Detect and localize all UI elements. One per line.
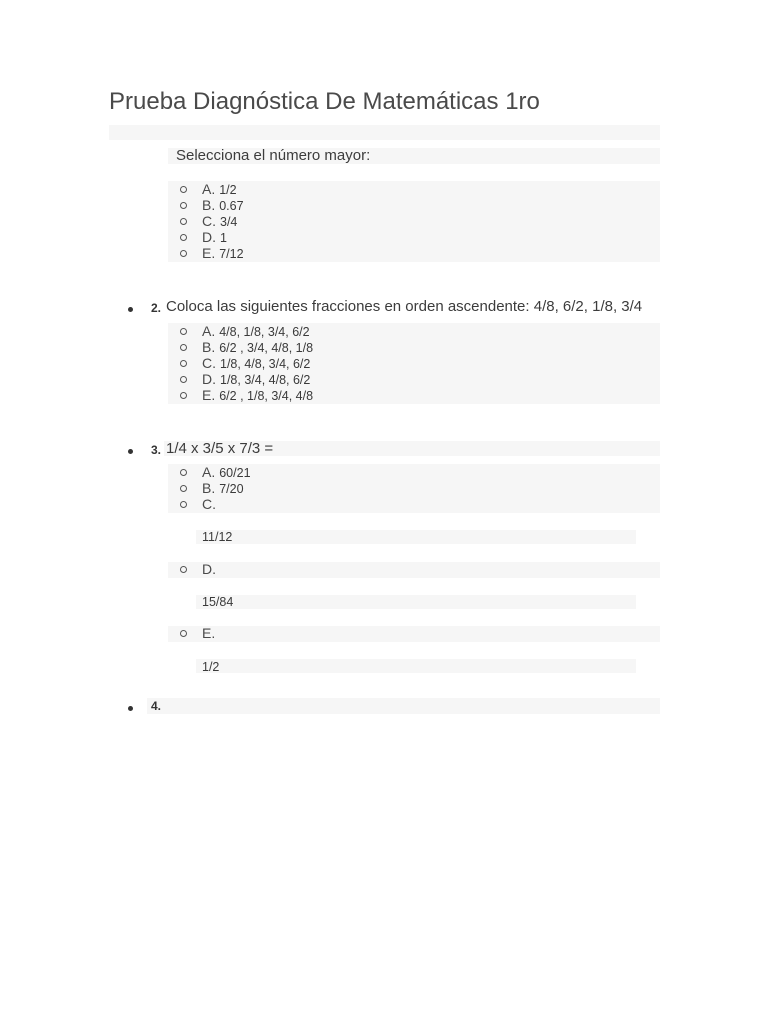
q3-text: 1/4 x 3/5 x 7/3 =: [166, 440, 274, 457]
q4-number: 4.: [151, 699, 162, 713]
option-circle-icon: [180, 485, 187, 492]
q1-text: Selecciona el número mayor:: [176, 147, 371, 164]
q2-bullet-icon: [128, 307, 133, 312]
q2-number: 2.: [151, 301, 162, 315]
option-value: 60/21: [219, 466, 251, 480]
option-letter: C.: [202, 355, 216, 371]
title-underline-band: [109, 125, 660, 140]
option-circle-icon: [180, 566, 187, 573]
q2-text: Coloca las siguientes fracciones en orden ascendente: 4/8, 6/2, 1/8, 3/4: [166, 298, 643, 315]
option-letter: E.: [202, 387, 216, 403]
option-value: 4/8, 1/8, 3/4, 6/2: [219, 325, 310, 339]
option-letter: A.: [202, 181, 216, 197]
option-letter: E.: [202, 245, 216, 261]
option-value: 1/8, 4/8, 3/4, 6/2: [220, 357, 311, 371]
option-value: 1: [220, 231, 227, 245]
option-letter: C.: [202, 496, 216, 512]
option-value: 1/2: [219, 183, 237, 197]
page-title: Prueba Diagnóstica De Matemáticas 1ro: [109, 88, 540, 115]
option-value: 6/2 , 1/8, 3/4, 4/8: [219, 389, 314, 403]
option-circle-icon: [180, 202, 187, 209]
q4-band: [147, 698, 660, 714]
q3-bullet-icon: [128, 449, 133, 454]
option-letter: A.: [202, 464, 216, 480]
option-letter: B.: [202, 197, 216, 213]
q3-option-e-band: [168, 626, 660, 642]
option-value: 3/4: [220, 215, 238, 229]
q3-option-d-answer-band: [196, 595, 636, 609]
option-letter: A.: [202, 323, 216, 339]
option-circle-icon: [180, 392, 187, 399]
option-letter: B.: [202, 480, 216, 496]
option-circle-icon: [180, 328, 187, 335]
option-value: 6/2 , 3/4, 4/8, 1/8: [219, 341, 314, 355]
q3-option-e-answer-band: [196, 659, 636, 673]
option-circle-icon: [180, 469, 187, 476]
option-circle-icon: [180, 376, 187, 383]
q3-option-d-value: 15/84: [202, 595, 234, 609]
q3-number: 3.: [151, 443, 162, 457]
option-letter: E.: [202, 625, 216, 641]
option-circle-icon: [180, 630, 187, 637]
option-value: 7/20: [219, 482, 244, 496]
option-circle-icon: [180, 186, 187, 193]
q4-bullet-icon: [128, 706, 133, 711]
option-circle-icon: [180, 360, 187, 367]
option-circle-icon: [180, 234, 187, 241]
option-letter: D.: [202, 561, 216, 577]
q3-option-c-value: 11/12: [202, 530, 233, 544]
q3-option-c-answer-band: [196, 530, 636, 544]
option-circle-icon: [180, 501, 187, 508]
option-letter: B.: [202, 339, 216, 355]
option-value: 0.67: [219, 199, 244, 213]
option-circle-icon: [180, 250, 187, 257]
option-letter: D.: [202, 371, 216, 387]
option-circle-icon: [180, 218, 187, 225]
option-value: 1/8, 3/4, 4/8, 6/2: [220, 373, 311, 387]
option-letter: C.: [202, 213, 216, 229]
option-circle-icon: [180, 344, 187, 351]
q3-option-e-value: 1/2: [202, 660, 220, 674]
option-letter: D.: [202, 229, 216, 245]
q3-option-d-band: [168, 562, 660, 578]
option-value: 7/12: [219, 247, 244, 261]
